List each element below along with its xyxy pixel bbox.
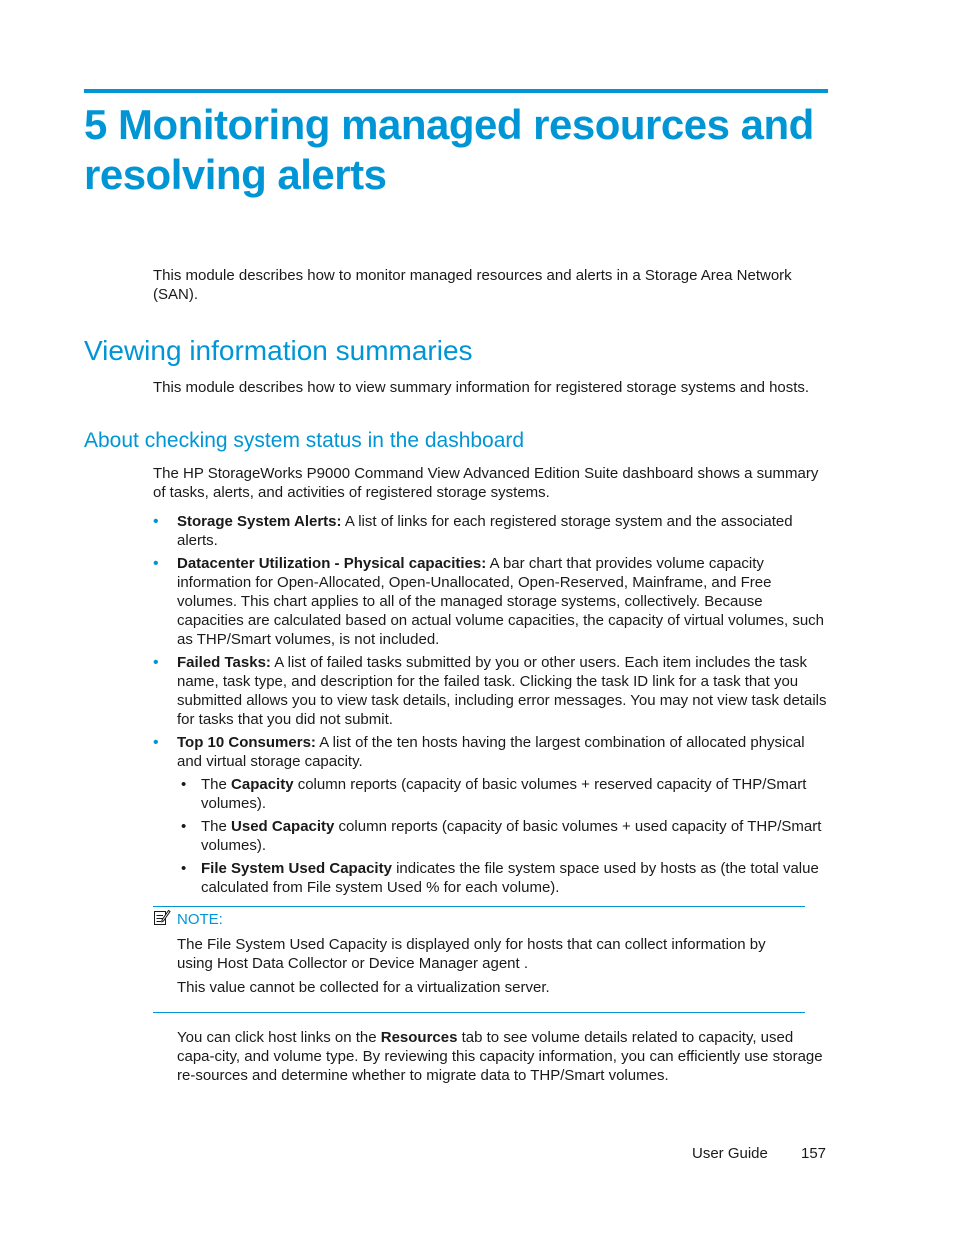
sub-bullet-text: column reports (capacity of basic volumes + used capacity of THP/Smart volumes). — [201, 818, 822, 854]
note-text: This value cannot be collected for a virtualization server. — [177, 979, 550, 996]
sub-bullet-prefix: The — [201, 776, 232, 793]
note-bottom-rule — [153, 1012, 805, 1013]
bullet-dot-icon: • — [153, 513, 159, 530]
list-item — [153, 733, 833, 897]
sub-bullet-dot-icon: • — [181, 776, 187, 793]
list-item — [153, 512, 833, 550]
bullet-term: Failed Tasks: — [177, 654, 271, 671]
closing-paragraph — [177, 1028, 832, 1085]
chapter-title: 5 Monitoring managed resources and resolving alerts — [84, 101, 814, 198]
list-item — [153, 554, 833, 649]
list-item — [177, 775, 833, 813]
bullet-text: A list of links for each registered storage system and the associated alerts. — [177, 513, 793, 549]
sub-bullet-dot-icon: • — [181, 860, 187, 877]
resources-tab-term: Resources — [380, 1029, 458, 1046]
chapter-title-rule — [84, 89, 828, 93]
bullet-text: A bar chart that provides volume capacity information for Open-Allocated, Open-Unallocated, Open-Reserved, Mainframe, and Free volumes. This chart applies to all of the managed storage systems, collectively. Because capacities are calculated based on actual volume capacities, the capacity of virtual volumes, such as THP/Smart volumes, is not included. — [177, 555, 825, 648]
section-heading: Viewing information summaries — [84, 335, 473, 366]
note-pencil-icon — [153, 908, 171, 926]
section-paragraph: This module describes how to view summary information for registered storage systems and hosts. — [153, 379, 810, 396]
bullet-text: A list of the ten hosts having the largest combination of allocated physical and virtual storage capacity. — [177, 734, 805, 770]
bullet-term: Storage System Alerts: — [177, 513, 342, 530]
footer-page-number: 157 — [801, 1145, 827, 1162]
intro-paragraph: This module describes how to monitor managed resources and alerts in a Storage Area Network (SAN). — [153, 267, 792, 303]
bullet-dot-icon: • — [153, 555, 159, 572]
closing-text: tab to see volume details related to capacity, used capa-city, and volume type. By reviewing this capacity information, you can efficiently use storage re-sources and determine whether to migrate data to THP/Smart volumes. — [177, 1029, 823, 1084]
bullet-text: A list of failed tasks submitted by you or other users. Each item includes the task name, task type, and description for the failed task. Clicking the task ID link for a task that you submitted allows you to view task details, including error messages. You may not view task details for tasks that you did not submit. — [177, 654, 827, 728]
sub-bullet-term: Capacity — [231, 776, 294, 793]
sub-bullet-term: File System Used Capacity — [201, 860, 392, 877]
bullet-dot-icon: • — [153, 734, 159, 751]
list-item — [177, 817, 833, 855]
sub-bullet-text: indicates the file system space used by hosts as (the total value calculated from File system Used % for each volume). — [201, 860, 819, 896]
note-text: The File System Used Capacity is displayed only for hosts that can collect information by using Host Data Collector or Device Manager agent . — [177, 936, 766, 972]
footer-guide-label: User Guide — [692, 1145, 768, 1162]
bullet-term: Datacenter Utilization - Physical capacities: — [177, 555, 487, 572]
note-top-rule — [153, 906, 805, 907]
sub-bullet-prefix: The — [201, 818, 232, 835]
note-label: NOTE: — [177, 911, 223, 928]
sub-bullet-dot-icon: • — [181, 818, 187, 835]
subsection-paragraph: The HP StorageWorks P9000 Command View Advanced Edition Suite dashboard shows a summary of tasks, alerts, and activities of registered storage systems. — [153, 465, 819, 501]
subsection-heading: About checking system status in the dashboard — [84, 429, 525, 452]
bullet-dot-icon: • — [153, 654, 159, 671]
list-item — [153, 653, 833, 729]
sub-bullet-term: Used Capacity — [231, 818, 335, 835]
sub-bullet-text: column reports (capacity of basic volumes + reserved capacity of THP/Smart volumes). — [201, 776, 807, 812]
closing-prefix: You can click host links on the — [177, 1029, 381, 1046]
list-item — [177, 859, 833, 897]
bullet-term: Top 10 Consumers: — [177, 734, 316, 751]
feature-bullet-list — [153, 512, 833, 901]
sub-bullet-list — [177, 775, 833, 897]
